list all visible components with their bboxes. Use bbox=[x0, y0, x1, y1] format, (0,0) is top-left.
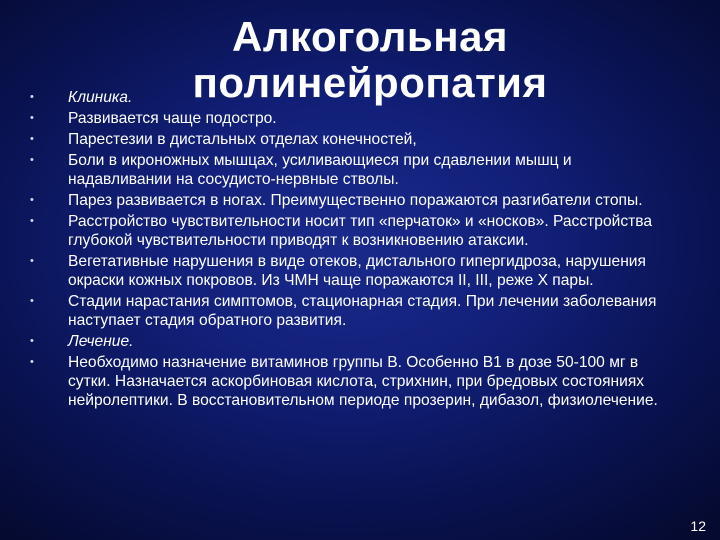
bullet-dot-icon: • bbox=[30, 356, 34, 368]
bullet-text: Необходимо назначение витаминов группы В. Особенно В1 в дозе 50-100 мг в сутки. Назначается аскорбиновая кислота, стрихнин, при бредовых состояниях нейролептики. В восстановительном периоде прозерин, дибазол, физиолечение. bbox=[68, 354, 658, 409]
bullet-text: Расстройство чувствительности носит тип «перчаток» и «носков». Расстройства глубокой чувствительности приводят к возникновению атаксии. bbox=[68, 213, 653, 249]
bullet-item bbox=[30, 212, 670, 250]
bullet-dot-icon: • bbox=[30, 295, 34, 307]
bullet-text: Боли в икроножных мышцах, усиливающиеся при сдавлении мышц и надавливании на сосудисто-нервные стволы. bbox=[68, 152, 572, 188]
bullet-text: Вегетативные нарушения в виде отеков, дистального гипергидроза, нарушения окраски кожных покровов. Из ЧМН чаще поражаются II, III, реже X пары. bbox=[68, 253, 646, 289]
bullet-item bbox=[30, 109, 670, 128]
bullet-item bbox=[30, 353, 670, 410]
bullet-text: Стадии нарастания симптомов, стационарная стадия. При лечении заболевания наступает стадия обратного развития. bbox=[68, 293, 657, 329]
bullet-item bbox=[30, 191, 670, 210]
bullet-list bbox=[30, 88, 670, 412]
bullet-item bbox=[30, 130, 670, 149]
bullet-text: Парестезии в дистальных отделах конечностей, bbox=[68, 131, 417, 148]
slide-title-line-2: полинейропатия bbox=[192, 59, 548, 106]
slide-title-line-1: Алкогольная bbox=[232, 13, 508, 60]
bullet-item bbox=[30, 292, 670, 330]
bullet-item bbox=[30, 332, 670, 351]
bullet-dot-icon: • bbox=[30, 133, 34, 145]
bullet-dot-icon: • bbox=[30, 335, 34, 347]
bullet-item bbox=[30, 151, 670, 189]
bullet-dot-icon: • bbox=[30, 91, 34, 103]
bullet-item bbox=[30, 88, 670, 107]
bullet-dot-icon: • bbox=[30, 255, 34, 267]
bullet-dot-icon: • bbox=[30, 154, 34, 166]
bullet-dot-icon: • bbox=[30, 215, 34, 227]
bullet-text: Клиника. bbox=[68, 89, 133, 106]
page-number: 12 bbox=[690, 518, 706, 534]
bullet-text: Лечение. bbox=[68, 333, 134, 350]
bullet-item bbox=[30, 252, 670, 290]
bullet-dot-icon: • bbox=[30, 194, 34, 206]
bullet-text: Развивается чаще подостро. bbox=[68, 110, 277, 127]
bullet-dot-icon: • bbox=[30, 112, 34, 124]
bullet-text: Парез развивается в ногах. Преимущественно поражаются разгибатели стопы. bbox=[68, 192, 643, 209]
